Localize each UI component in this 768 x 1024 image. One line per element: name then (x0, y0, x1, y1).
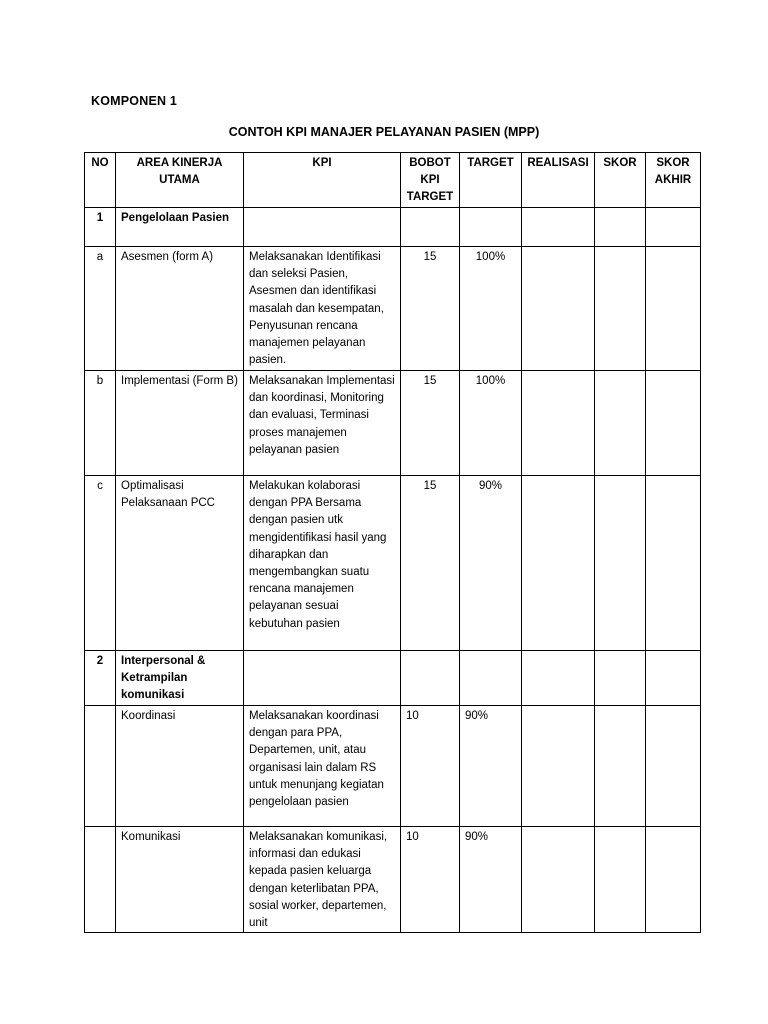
col-header-realisasi: REALISASI (522, 153, 595, 208)
cell-target: 90% (460, 476, 522, 651)
cell-realisasi (522, 827, 595, 933)
table-row (85, 208, 701, 247)
cell-target: 100% (460, 371, 522, 476)
cell-area: Koordinasi (116, 706, 244, 827)
cell-skor-akhir (646, 247, 701, 371)
cell-area: Komunikasi (116, 827, 244, 933)
col-header-kpi: KPI (244, 153, 401, 208)
cell-no (85, 827, 116, 933)
table-row (85, 827, 701, 933)
cell-skor-akhir (646, 208, 701, 247)
table-row (85, 706, 701, 827)
cell-area: Implementasi (Form B) (116, 371, 244, 476)
cell-target: 100% (460, 247, 522, 371)
col-header-area: AREA KINERJA UTAMA (116, 153, 244, 208)
cell-target: 90% (460, 827, 522, 933)
cell-no: a (85, 247, 116, 371)
cell-bobot (401, 208, 460, 247)
cell-kpi: Melaksanakan koordinasi dengan para PPA, Departemen, unit, atau organisasi lain dalam RS untuk menunjang kegiatan pengelolaan pasien (244, 706, 401, 827)
cell-realisasi (522, 247, 595, 371)
cell-realisasi (522, 651, 595, 706)
cell-target: 90% (460, 706, 522, 827)
cell-skor (595, 247, 646, 371)
cell-skor (595, 208, 646, 247)
cell-kpi (244, 208, 401, 247)
cell-realisasi (522, 371, 595, 476)
cell-area: Pengelolaan Pasien (116, 208, 244, 247)
table-row (85, 476, 701, 651)
cell-bobot: 10 (401, 827, 460, 933)
cell-realisasi (522, 476, 595, 651)
cell-area: Interpersonal & Ketrampilan komunikasi (116, 651, 244, 706)
table-row (85, 247, 701, 371)
cell-no: 1 (85, 208, 116, 247)
cell-realisasi (522, 208, 595, 247)
col-header-skor-akhir: SKOR AKHIR (646, 153, 701, 208)
cell-no: 2 (85, 651, 116, 706)
cell-bobot (401, 651, 460, 706)
cell-skor-akhir (646, 827, 701, 933)
document-title: CONTOH KPI MANAJER PELAYANAN PASIEN (MPP) (228, 125, 540, 139)
cell-area: Asesmen (form A) (116, 247, 244, 371)
cell-no (85, 706, 116, 827)
col-header-bobot: BOBOT KPI TARGET (401, 153, 460, 208)
cell-skor-akhir (646, 476, 701, 651)
cell-realisasi (522, 706, 595, 827)
table-row (85, 651, 701, 706)
cell-kpi (244, 651, 401, 706)
cell-kpi: Melaksanakan Identifikasi dan seleksi Pasien, Asesmen dan identifikasi masalah dan kesempatan, Penyusunan rencana manajemen pelayanan pasien. (244, 247, 401, 371)
cell-target (460, 651, 522, 706)
cell-skor (595, 827, 646, 933)
cell-bobot: 10 (401, 706, 460, 827)
cell-skor (595, 706, 646, 827)
table-row (85, 371, 701, 476)
col-header-target: TARGET (460, 153, 522, 208)
cell-kpi: Melaksanakan komunikasi, informasi dan edukasi kepada pasien keluarga dengan keterlibatan PPA, sosial worker, departemen, unit (244, 827, 401, 933)
cell-skor-akhir (646, 706, 701, 827)
cell-bobot: 15 (401, 247, 460, 371)
cell-skor (595, 476, 646, 651)
cell-area: Optimalisasi Pelaksanaan PCC (116, 476, 244, 651)
section-heading: KOMPONEN 1 (91, 94, 178, 108)
cell-target (460, 208, 522, 247)
cell-skor-akhir (646, 651, 701, 706)
cell-skor-akhir (646, 371, 701, 476)
col-header-skor: SKOR (595, 153, 646, 208)
kpi-table (84, 152, 701, 933)
cell-no: c (85, 476, 116, 651)
cell-bobot: 15 (401, 371, 460, 476)
cell-no: b (85, 371, 116, 476)
table-header-row (85, 153, 701, 208)
cell-skor (595, 651, 646, 706)
cell-kpi: Melaksanakan Implementasi dan koordinasi, Monitoring dan evaluasi, Terminasi proses manajemen pelayanan pasien (244, 371, 401, 476)
cell-kpi: Melakukan kolaborasi dengan PPA Bersama dengan pasien utk mengidentifikasi hasil yang diharapkan dan mengembangkan suatu rencana manajemen pelayanan sesuai kebutuhan pasien (244, 476, 401, 651)
cell-skor (595, 371, 646, 476)
cell-bobot: 15 (401, 476, 460, 651)
col-header-no: NO (85, 153, 116, 208)
